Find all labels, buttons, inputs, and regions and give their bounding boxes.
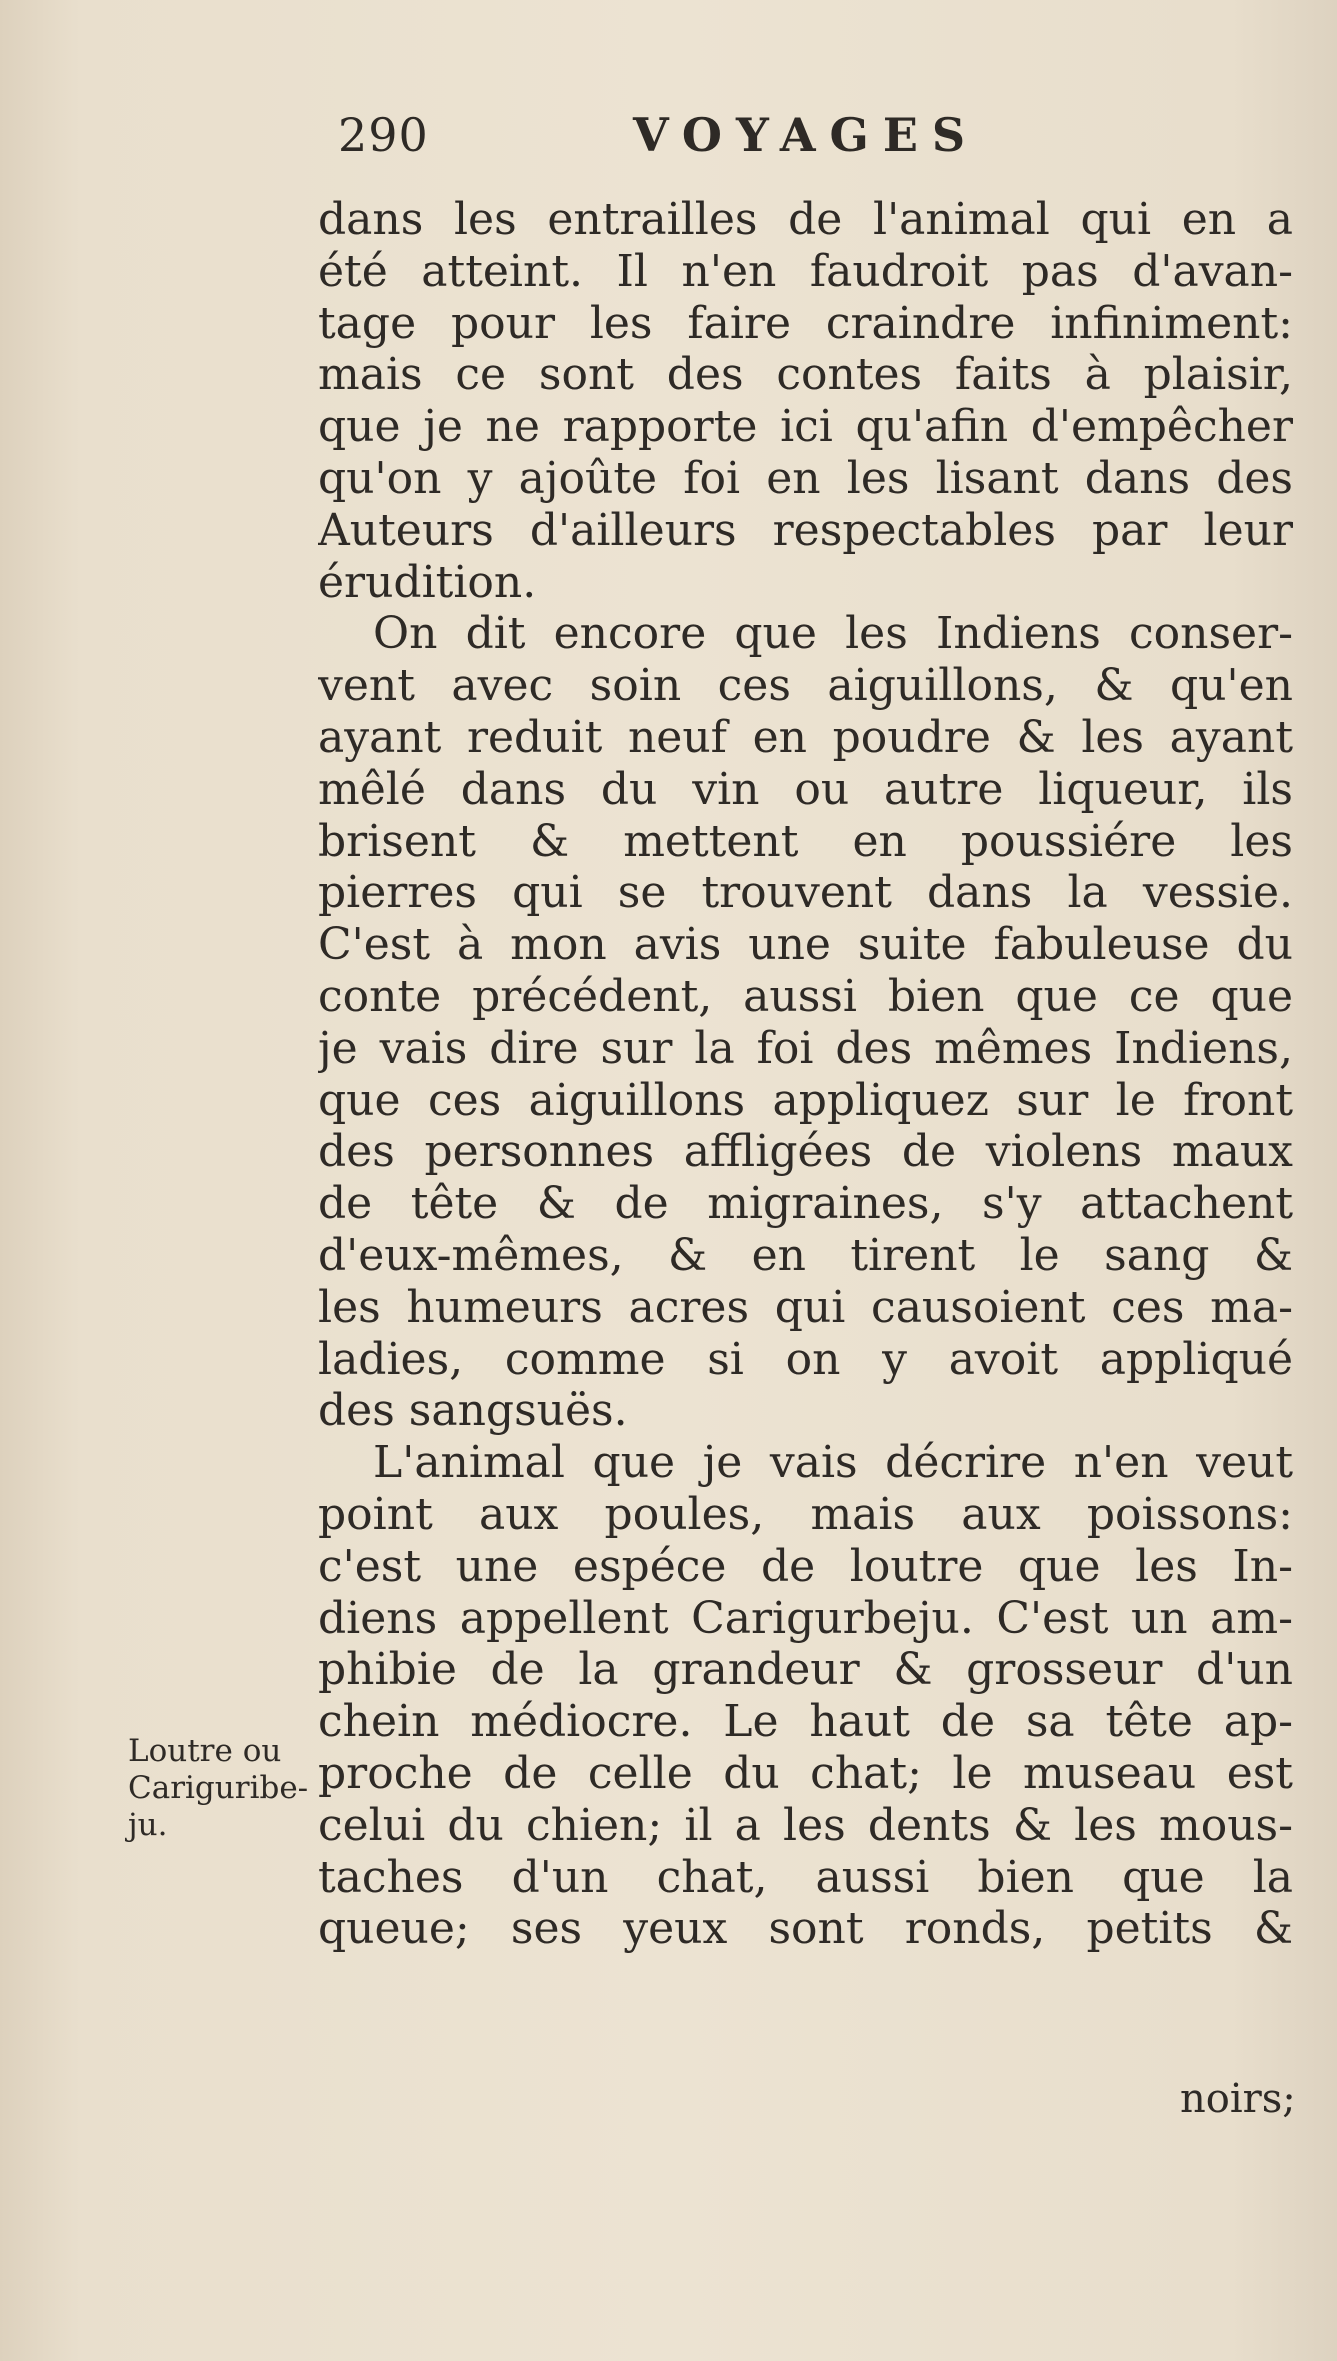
text-line: été atteint. Il n'en faudroit pas d'avan- [318, 245, 1293, 297]
margin-note-line: Loutre ou [128, 1733, 282, 1769]
text-line: que je ne rapporte ici qu'afin d'empêcher [318, 401, 1293, 453]
text-line: dans les entrailles de l'animal qui en a [318, 194, 1293, 245]
body-text [318, 194, 1293, 1955]
text-line: C'est à mon avis une suite fabuleuse du [318, 919, 1293, 971]
text-line: des sangsuës. [318, 1385, 628, 1437]
margin-note-line: Cariguribe- [128, 1770, 309, 1806]
text-line: je vais dire sur la foi des mêmes Indiens, [318, 1022, 1293, 1074]
text-line: les humeurs acres qui causoient ces ma- [318, 1281, 1293, 1333]
text-line: celui du chien; il a les dents & les mous- [318, 1799, 1293, 1851]
text-line: chein médiocre. Le haut de sa tête ap- [318, 1696, 1293, 1748]
text-line: mêlé dans du vin ou autre liqueur, ils [318, 763, 1293, 815]
text-line: taches d'un chat, aussi bien que la [318, 1851, 1293, 1903]
text-line: ladies, comme si on y avoit appliqué [318, 1333, 1293, 1385]
text-line: phibie de la grandeur & grosseur d'un [318, 1644, 1293, 1696]
text-line: de tête & de migraines, s'y attachent [318, 1178, 1293, 1230]
paragraph-start-line: On dit encore que les Indiens conser- [373, 608, 1293, 660]
text-line: des personnes affligées de violens maux [318, 1126, 1293, 1178]
text-line: Auteurs d'ailleurs respectables par leur [318, 504, 1293, 556]
text-line: pierres qui se trouvent dans la vessie. [318, 867, 1293, 919]
running-head: VOYAGES [633, 108, 980, 162]
text-line: conte précédent, aussi bien que ce que [318, 970, 1293, 1022]
text-line: qu'on y ajoûte foi en les lisant dans des [318, 452, 1293, 504]
text-line: point aux poules, mais aux poissons: [318, 1488, 1293, 1540]
text-line: proche de celle du chat; le museau est [318, 1747, 1293, 1799]
margin-note-line: ju. [128, 1807, 168, 1843]
paragraph-start-line: L'animal que je vais décrire n'en veut [373, 1437, 1293, 1489]
margin-note [128, 1733, 318, 1844]
text-line: c'est une espéce de loutre que les In- [318, 1540, 1293, 1592]
catchword: noirs; [1180, 2076, 1296, 2122]
text-line: brisent & mettent en poussiére les [318, 815, 1293, 867]
text-line: diens appellent Carigurbeju. C'est un am- [318, 1592, 1293, 1644]
text-line: tage pour les faire craindre infiniment: [318, 297, 1293, 349]
text-line: mais ce sont des contes faits à plaisir, [318, 349, 1293, 401]
page-number: 290 [338, 108, 429, 162]
text-line: que ces aiguillons appliquez sur le front [318, 1074, 1293, 1126]
page-header [338, 108, 1038, 168]
text-line: d'eux-mêmes, & en tirent le sang & [318, 1229, 1293, 1281]
text-line: ayant reduit neuf en poudre & les ayant [318, 711, 1293, 763]
text-line: vent avec soin ces aiguillons, & qu'en [318, 660, 1293, 712]
text-line: queue; ses yeux sont ronds, petits & [318, 1903, 1293, 1955]
text-line: érudition. [318, 556, 537, 608]
